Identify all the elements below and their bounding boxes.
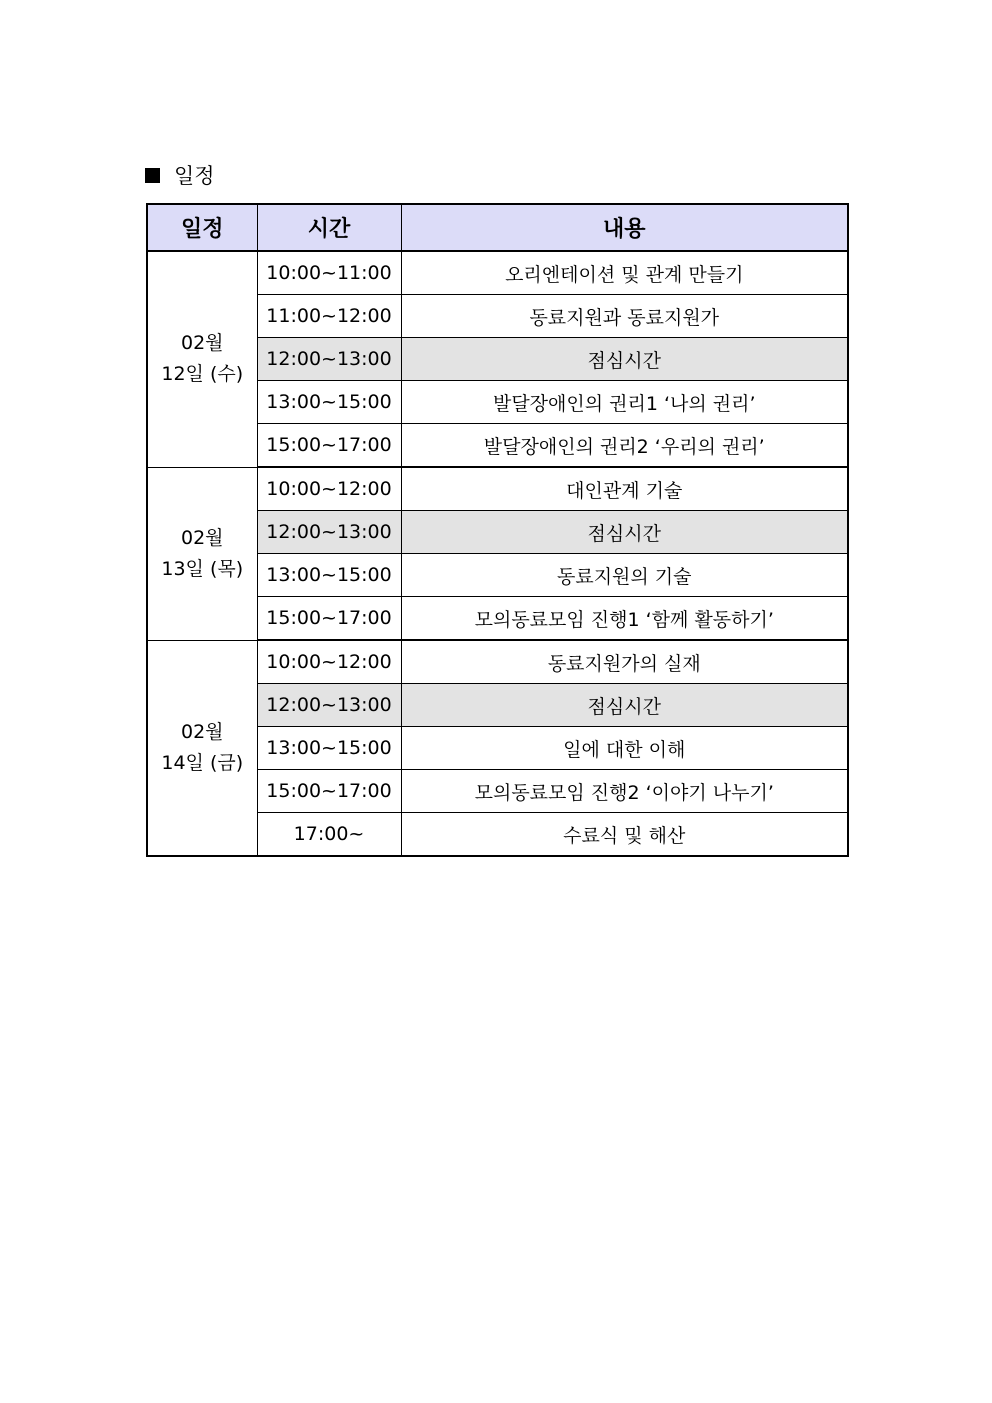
content-cell: 점심시간 bbox=[401, 338, 848, 381]
day-month: 02월 bbox=[180, 332, 224, 355]
content-cell: 모의동료모임 진행1 ‘함께 활동하기’ bbox=[401, 597, 848, 641]
time-cell: 10:00~12:00 bbox=[257, 640, 401, 684]
time-cell: 13:00~15:00 bbox=[257, 381, 401, 424]
time-cell: 15:00~17:00 bbox=[257, 597, 401, 641]
day-month: 02월 bbox=[180, 526, 224, 549]
header-row bbox=[147, 204, 848, 251]
day-date: 14일 (금) bbox=[161, 751, 244, 774]
section-heading bbox=[145, 160, 215, 190]
day-cell bbox=[147, 251, 257, 467]
schedule-table bbox=[146, 203, 849, 857]
header-content: 내용 bbox=[401, 204, 848, 251]
time-cell: 15:00~17:00 bbox=[257, 424, 401, 468]
header-date: 일정 bbox=[147, 204, 257, 251]
black-square-icon bbox=[145, 168, 160, 183]
content-cell: 점심시간 bbox=[401, 511, 848, 554]
content-cell: 동료지원의 기술 bbox=[401, 554, 848, 597]
time-cell: 10:00~11:00 bbox=[257, 251, 401, 295]
day-cell bbox=[147, 640, 257, 856]
content-cell: 발달장애인의 권리2 ‘우리의 권리’ bbox=[401, 424, 848, 468]
header-time: 시간 bbox=[257, 204, 401, 251]
content-cell: 오리엔테이션 및 관계 만들기 bbox=[401, 251, 848, 295]
day-date: 13일 (목) bbox=[161, 557, 244, 580]
content-cell: 모의동료모임 진행2 ‘이야기 나누기’ bbox=[401, 770, 848, 813]
day-cell bbox=[147, 467, 257, 640]
content-cell: 대인관계 기술 bbox=[401, 467, 848, 511]
schedule-row bbox=[147, 467, 848, 511]
time-cell: 13:00~15:00 bbox=[257, 554, 401, 597]
content-cell: 발달장애인의 권리1 ‘나의 권리’ bbox=[401, 381, 848, 424]
schedule-row bbox=[147, 640, 848, 684]
time-cell: 12:00~13:00 bbox=[257, 511, 401, 554]
content-cell: 동료지원과 동료지원가 bbox=[401, 295, 848, 338]
content-cell: 일에 대한 이해 bbox=[401, 727, 848, 770]
time-cell: 10:00~12:00 bbox=[257, 467, 401, 511]
content-cell: 점심시간 bbox=[401, 684, 848, 727]
time-cell: 12:00~13:00 bbox=[257, 338, 401, 381]
schedule-body bbox=[147, 251, 848, 856]
section-title: 일정 bbox=[174, 164, 215, 188]
schedule-row bbox=[147, 251, 848, 295]
day-month: 02월 bbox=[180, 720, 224, 743]
day-date: 12일 (수) bbox=[161, 363, 244, 386]
content-cell: 동료지원가의 실재 bbox=[401, 640, 848, 684]
time-cell: 12:00~13:00 bbox=[257, 684, 401, 727]
time-cell: 17:00~ bbox=[257, 813, 401, 857]
time-cell: 15:00~17:00 bbox=[257, 770, 401, 813]
time-cell: 11:00~12:00 bbox=[257, 295, 401, 338]
content-cell: 수료식 및 해산 bbox=[401, 813, 848, 857]
time-cell: 13:00~15:00 bbox=[257, 727, 401, 770]
